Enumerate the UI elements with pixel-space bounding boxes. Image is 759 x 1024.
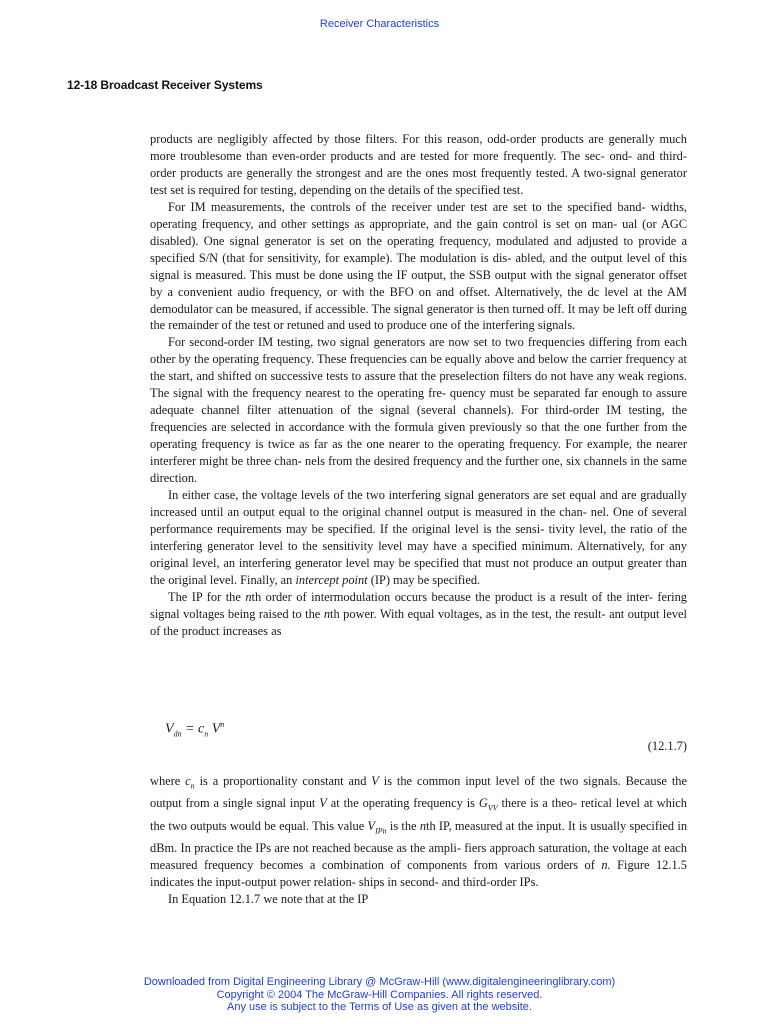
- paragraph-5-n2: n: [323, 606, 331, 621]
- p6-g-text: th IP, measured at the input. It is usually specified in dBm. In practice the IPs are not reached because as the ampli- fiers approach saturation, the voltage at each measured frequency becomes a combination of components from various orders of: [150, 818, 688, 873]
- eq-rhs-sup: n: [220, 720, 225, 729]
- paragraph-2: For IM measurements, the controls of the receiver under test are set to the specified band- widths, operating frequency, and other settings as appropriate, and the gain control is set on man- ual (or AGC disabled). One signal generator is set on the operating frequency, modulated and adjusted to provide a specified S/N (that for sensitivity, for example). The modulation is dis- abled, and the output level of this signal is measured. This must be done using the IF output, the SSB output with the signal generator offset by a convenient audio frequency, or with the BFO on and offset. Alternatively, the dc level at the AM demodulator can be measured, if accessible. The signal generator is then turned off. It may be left off during the remainder of the test or retuned and used to produce one of the interfering signals.: [150, 199, 687, 333]
- body-text-lower: [150, 773, 687, 908]
- paragraph-7: In Equation 12.1.7 we note that at the IP: [168, 892, 369, 907]
- p6-d: at the operating frequency is: [330, 796, 475, 811]
- p6-v2: V: [319, 796, 327, 811]
- section-title-link[interactable]: Receiver Characteristics: [319, 18, 440, 30]
- paragraph-5-text-a: The IP for the: [168, 589, 241, 604]
- footer-download-link[interactable]: Downloaded from Digital Engineering Library @ McGraw-Hill (www.digitalengineeringlibrary.com): [143, 976, 616, 988]
- equation-12-1-7: [150, 716, 687, 760]
- p6-g-sub-1: V: [487, 803, 493, 813]
- footer-copyright: Copyright © 2004 The McGraw-Hill Companies. All rights reserved.: [216, 988, 543, 1001]
- p6-h: Figure 12.1.5 indicates the input-output power relation- ships in second- and third-order IPs.: [150, 858, 687, 890]
- page-header: 12-18 Broadcast Receiver Systems: [67, 78, 263, 92]
- paragraph-4-text-a: In either case, the voltage levels of the two interfering signal generators are set equal and are gradually increased until an output equal to the original channel output is measured in the chan- nel. One of several performance requirements may be specified. If the original level is the sensi- tivity level, the ratio of the interfering generator level to the sensitivity level may have a specified minimum. Alternatively, for any original level, an interfering generator level may be specified that must not produce an output greater than the original level. Finally, an: [150, 488, 687, 587]
- body-text-upper: [150, 131, 687, 640]
- p6-n2: n.: [601, 858, 611, 873]
- p6-vip-sub: IPn: [375, 826, 387, 836]
- equation-number: (12.1.7): [647, 739, 687, 753]
- p6-g-sub: [488, 804, 498, 813]
- footer: [0, 976, 759, 1014]
- eq-lhs-sub: dn: [173, 729, 182, 739]
- p6-cn: c: [185, 774, 191, 788]
- eq-c-sub: n: [204, 729, 209, 739]
- paragraph-5-text-b: th order of intermodulation occurs because the product is a result of the inter- fering signal voltages being raised to the: [150, 589, 687, 621]
- paragraph-1: products are negligibly affected by those filters. For this reason, odd-order products are generally much more troublesome than even-order products and are tested for more frequently. The sec- ond- and third-order products are generally the strongest and are the ones most frequently tested. A two-signal generator test set is required for testing, depending on the details of the specified test.: [150, 132, 687, 197]
- p6-f: is the: [389, 818, 417, 833]
- eq-equals-c: = c: [181, 721, 205, 737]
- paragraph-6: [150, 773, 687, 891]
- p6-cn-sub: n: [190, 781, 195, 791]
- equation-formula: [165, 720, 224, 738]
- paragraph-5-text-c: th power. With equal voltages, as in the test, the result- ant output level of the product increases as: [150, 606, 687, 638]
- p6-v: V: [371, 774, 379, 788]
- paragraph-4-text-b: (IP) may be specified.: [370, 572, 481, 587]
- eq-rhs: V: [208, 721, 221, 737]
- p6-e: there is a theo- retical level at which the two outputs would be equal. This value: [150, 796, 687, 833]
- p6-c: is the common input level of the two signals. Because the output from a single signal input: [150, 774, 687, 811]
- paragraph-5: [150, 589, 687, 640]
- p6-g: G: [478, 796, 488, 811]
- p6-n: n: [419, 818, 427, 833]
- intercept-point-term: intercept point: [295, 572, 368, 587]
- p6-b: is a proportionality constant and: [199, 774, 367, 788]
- eq-lhs: V: [165, 721, 174, 737]
- paragraph-4: [150, 487, 687, 589]
- paragraph-3: For second-order IM testing, two signal generators are now set to two frequencies differing from each other by the operating frequency. These frequencies can be equally above and below the carrier frequency at the start, and shifted on successive tests to assure that the preselection filters do not have any weak regions. The signal with the frequency nearest to the operating fre- quency must be separated far enough to assure adequate channel filter attenuation of the signal (several channels). For third-order IM testing, the frequencies are selected in accordance with the formula given previously so that the one further from the operating frequency is twice as far as the one nearer to the operating frequency. For example, the nearer interferer might be three chan- nels from the desired frequency and the further one, six channels in the same direction.: [150, 335, 687, 486]
- p6-a: where: [150, 774, 181, 788]
- p6-g-sub-2: V: [492, 803, 498, 813]
- paragraph-5-n1: n: [245, 589, 252, 604]
- p6-vip: V: [367, 818, 376, 833]
- footer-terms-link[interactable]: Any use is subject to the Terms of Use as given at the website.: [227, 1001, 532, 1013]
